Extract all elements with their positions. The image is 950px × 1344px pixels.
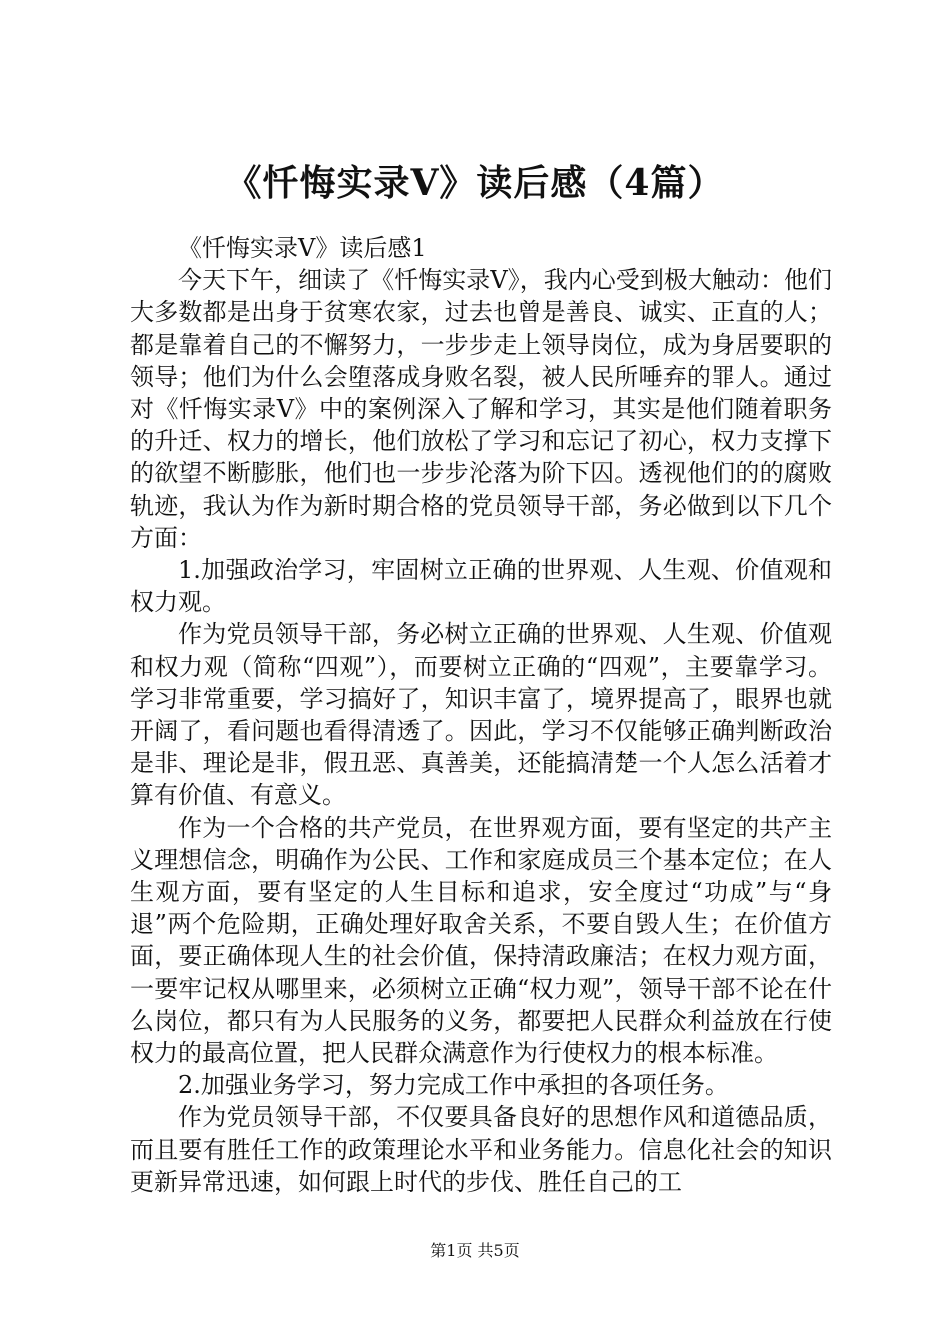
page-number-footer: 第1页 共5页: [430, 1241, 520, 1260]
list-item-heading: 2.加强业务学习，努力完成工作中承担的各项任务。: [178, 1071, 729, 1100]
document-body: [130, 232, 832, 1198]
list-item-heading: 1.加强政治学习，牢固树立正确的世界观、人生观、价值观和权力观。: [130, 556, 832, 617]
paragraph: 作为党员领导干部，不仅要具备良好的思想作风和道德品质，而且要有胜任工作的政策理论水平和业务能力。信息化社会的知识更新异常迅速，如何跟上时代的步伐、胜任自己的工: [130, 1103, 832, 1196]
paragraph: 作为党员领导干部，务必树立正确的世界观、人生观、价值观和权力观（简称“四观”），而要树立正确的“四观”，主要靠学习。学习非常重要，学习搞好了，知识丰富了，境界提高了，眼界也就开阔了，看问题也看得清透了。因此，学习不仅能够正确判断政治是非、理论是非，假丑恶、真善美，还能搞清楚一个人怎么活着才算有价值、有意义。: [130, 620, 832, 810]
paragraph: 作为一个合格的共产党员，在世界观方面，要有坚定的共产主义理想信念，明确作为公民、工作和家庭成员三个基本定位；在人生观方面，要有坚定的人生目标和追求，安全度过“功成”与“身退”两个危险期，正确处理好取舍关系，不要自毁人生；在价值方面，要正确体现人生的社会价值，保持清政廉洁；在权力观方面，一要牢记权从哪里来，必须树立正确“权力观”，领导干部不论在什么岗位，都只有为人民服务的义务，都要把人民群众利益放在行使权力的最高位置，把人民群众满意作为行使权力的根本标准。: [130, 813, 832, 1068]
paragraph: 今天下午，细读了《忏悔实录Ⅴ》，我内心受到极大触动：他们大多数都是出身于贫寒农家，过去也曾是善良、诚实、正直的人；都是靠着自己的不懈努力，一步步走上领导岗位，成为身居要职的领导；他们为什么会堕落成身败名裂，被人民所唾弃的罪人。通过对《忏悔实录Ⅴ》中的案例深入了解和学习，其实是他们随着职务的升迁、权力的增长，他们放松了学习和忘记了初心，权力支撑下的欲望不断膨胀，他们也一步步沦落为阶下囚。透视他们的的腐败轨迹，我认为作为新时期合格的党员领导干部，务必做到以下几个方面：: [130, 266, 832, 552]
section-heading: 《忏悔实录Ⅴ》读后感1: [178, 234, 427, 262]
document-title: 《忏悔实录Ⅴ》读后感（4篇）: [225, 162, 725, 204]
